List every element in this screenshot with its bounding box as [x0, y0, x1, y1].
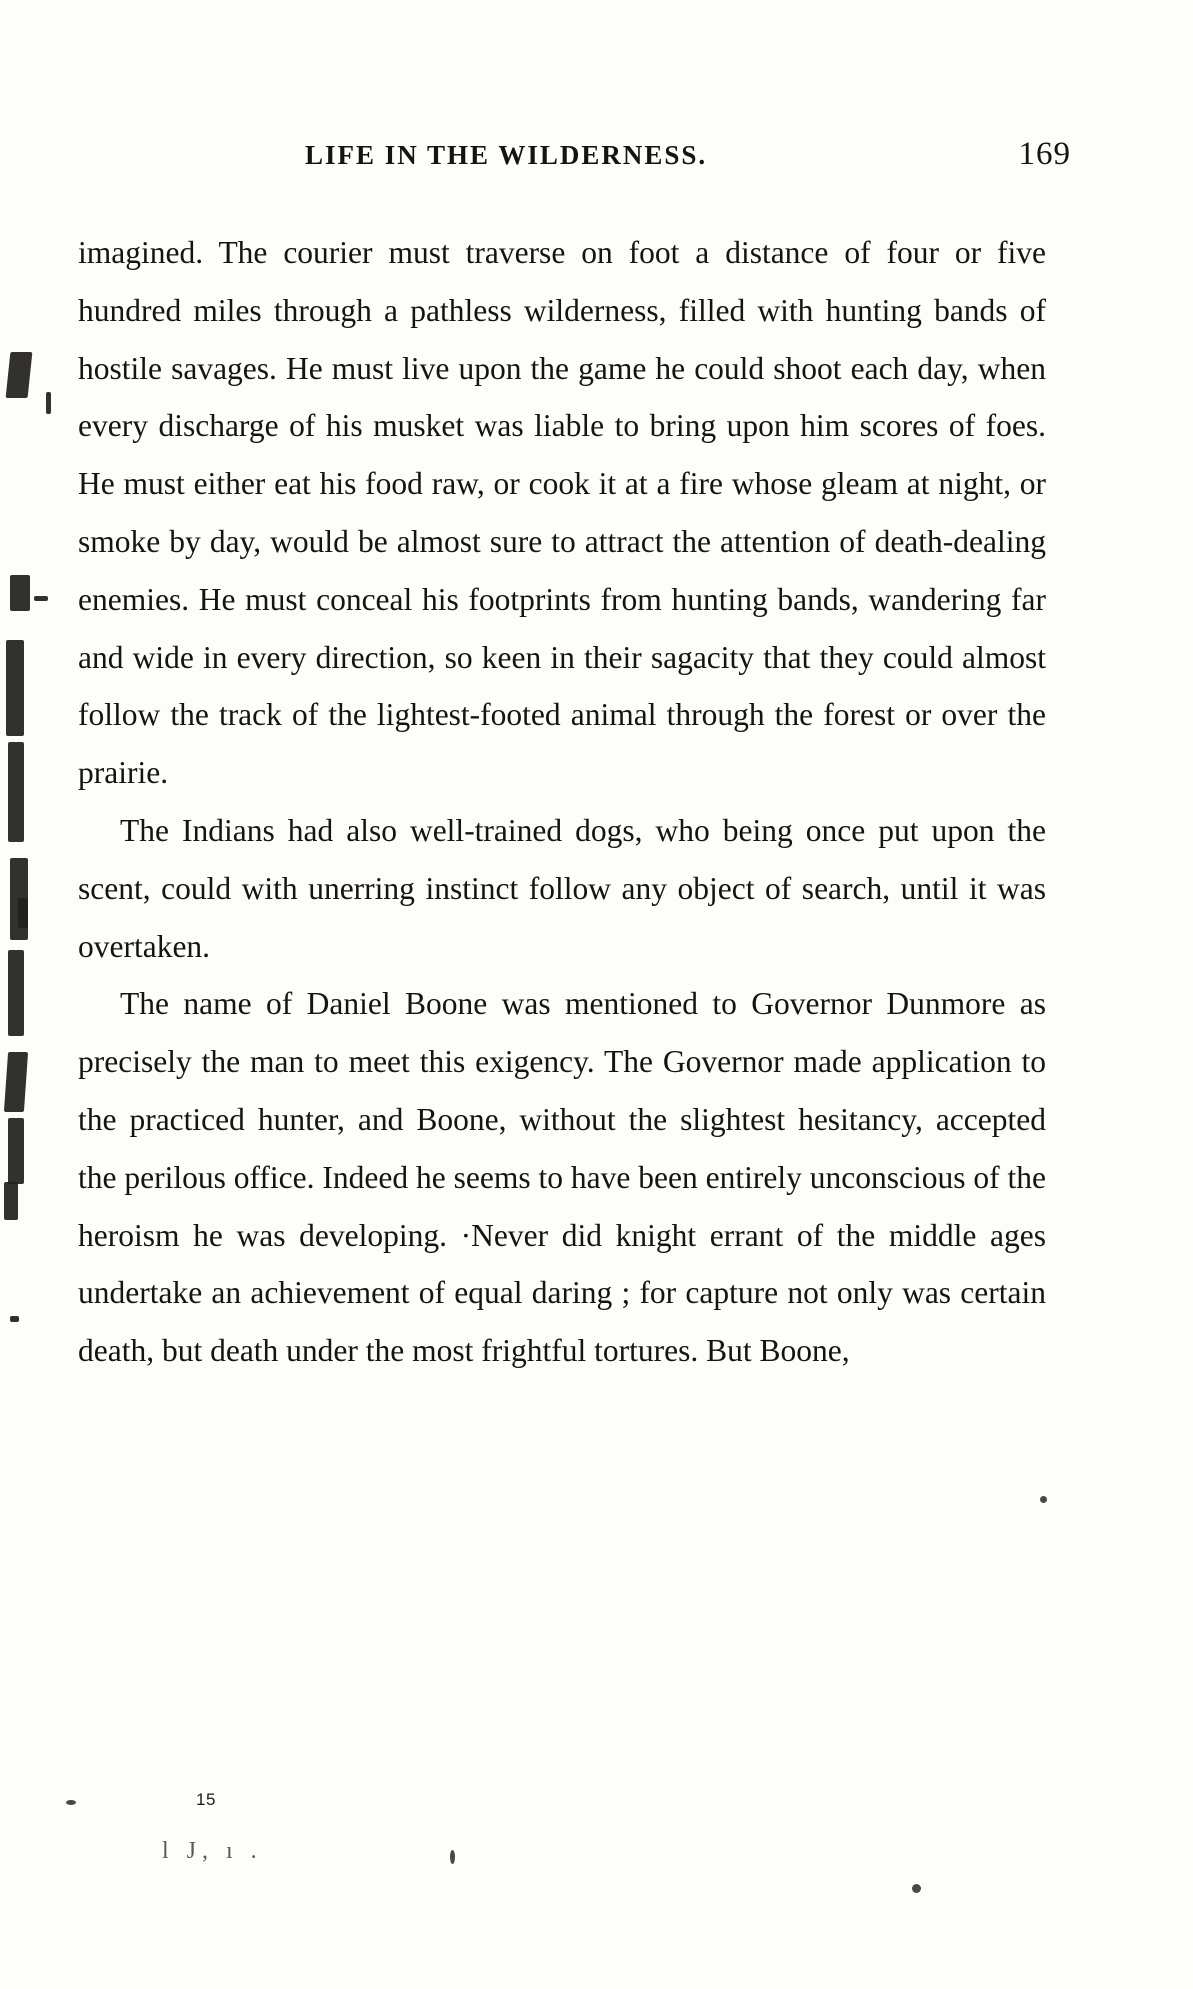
- paragraph: imagined. The courier must traverse on foot a distance of four or five hundred miles through a pathless wilderness, filled with hunting bands of hostile savages. He must live upon the game he could shoot each day, when every discharge of his musket was liable to bring upon him scores of foes. He must either eat his food raw, or cook it at a fire whose gleam at night, or smoke by day, would be almost sure to attract the attention of death-dealing enemies. He must conceal his footprints from hunting bands, wandering far and wide in every direction, so keen in their sagacity that they could almost follow the track of the lightest-footed animal through the forest or over the prairie.: [78, 235, 1046, 791]
- speck-artifact: [912, 1884, 921, 1893]
- paragraph: The name of Daniel Boone was mentioned to Governor Dunmore as precisely the man to meet this exigency. The Governor made application to the practiced hunter, and Boone, without the slightest hesitancy, accepted the perilous office. Indeed he seems to have been entirely unconscious of the heroism he was developing. ·Never did knight errant of the middle ages undertake an achievement of equal daring ; for capture not only was certain death, but death under the most frightful tortures. But Boone,: [78, 986, 1046, 1369]
- footer-scan-artifact: l J, ı .: [162, 1838, 263, 1864]
- running-head-title: LIFE IN THE WILDERNESS.: [305, 140, 708, 170]
- speck-artifact: [450, 1850, 455, 1864]
- speck-artifact: [66, 1800, 76, 1805]
- body-text: [78, 224, 1046, 1380]
- page-number: 169: [1018, 136, 1071, 172]
- paragraph: The Indians had also well-trained dogs, who being once put upon the scent, could with unerring instinct follow any object of search, until it was overtaken.: [78, 812, 1046, 964]
- speck-artifact: [1040, 1496, 1047, 1503]
- signature-mark: 15: [196, 1790, 216, 1809]
- running-head: [0, 136, 1193, 180]
- scan-edge-artifacts: [0, 0, 46, 1989]
